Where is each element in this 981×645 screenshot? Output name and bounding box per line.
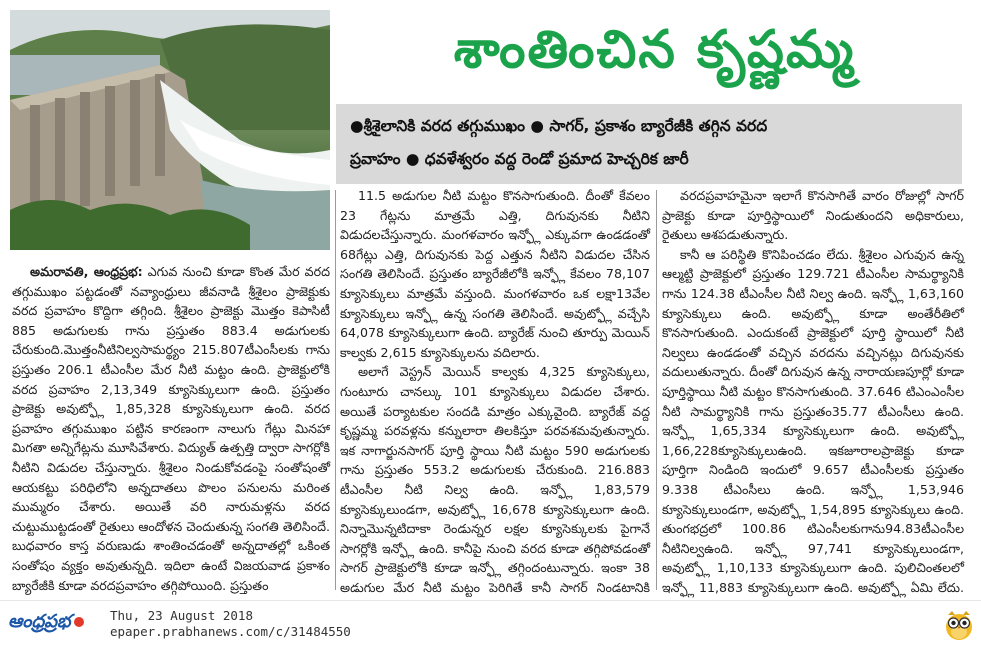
column-divider: [335, 190, 336, 590]
article-paragraph: 11.5 అడుగుల నీటి మట్టం కొనసాగుతుంది. దీంతో కేవలం 23 గేట్లను మాత్రమే ఎత్తి, దిగువునకు నీటిని విడుదలచేస్తున్నారు. మంగళవారం ఇన్ఫ్లో ఎక్కువగా ఉండడంతో 68గేట్లు ఎత్తి, దిగువునకు పెద్ద ఎత్తున నీటిని విడుదల చేసిన సంగతి తెలిసిందే. ప్రస్తుతం బ్యారేజీలోకి ఇన్ఫ్లో కేవలం 78,107 క్యూసెక్కులు మాత్రమే వస్తుంది. మంగళవారం ఒక లక్షా13వేల క్యూసెక్కులు ఇన్ఫ్లో ఉన్న సంగతి తెలిసిందే. అవుట్ఫ్లో వచ్చేసి 64,078 క్యూసెక్కులుగా ఉంది. బ్యారేజ్ నుంచి తూర్పు మెయిన్ కాల్వకు 2,615 క్యూసెక్కులను వదిలారు.: [340, 188, 650, 360]
article-paragraph: కానీ ఆ పరిస్థితి కొనిపించడం లేదు. శ్రీశైలం ఎగువున ఉన్న ఆల్మట్టి ప్రాజెక్టులో ప్రస్తుతం 129.721 టీఎంసీల సామర్థ్యానికి గాను 124.38 టీఎంసీల నీటి నిల్వ ఉంది. ఇన్ఫ్లో 1,63,160 క్యూసెక్కులు ఉంది. అవుట్ఫ్లో కూడా అంతేరీతిలో కొనసాగుతుంది. ఎందుకంటే ప్రాజెక్టులో పూర్తి స్థాయిలో నీటి నిల్వలు ఉండడంతో వచ్చిన వరదను వచ్చినట్లు దిగువునకు వదులుతున్నారు. దీంతో దిగువున ఉన్న నారాయణపూర్లో కూడా పూర్తిస్థాయి నీటి మట్టం కొనసాగుతుంది. 37.646 టిఎంఎంసీల నీటి సామర్థ్యానికి గాను ప్రస్తుతం35.77 టీఎంసీలు ఉంది. ఇన్ఫ్లో 1,65,334 క్యూసెక్కులుగా ఉంది. అవుట్ఫ్లో 1,66,228క్యూసెక్కులుఉంది. ఇకజూరాలప్రాజెక్టు కూడా పూర్తిగా నిండింది ఇందులో 9.657 టీఎంసీలకు ప్రస్తుతం 9.338 టీఎంసీలు ఉంది. ఇన్ఫ్లో 1,53,946 క్యూసెక్కులుండగా, అవుట్ఫ్లో 1,54,895 క్యూసెక్కులు ఉంది. తుంగభద్రలో 100.86 టిఎంసీలకుగాను94.83టీఎంసీల నీటినిల్వఉంది. ఇన్ఫ్లో 97,741 క్యూసెక్కులుండగా, అవుట్ఫ్లో 1,10,133 క్యూసెక్కులుగా ఉంది. పులిచింతలలో ఇన్ఫ్లో 11,883 క్యూసెక్కులుగా ఉంది. అవుట్ఫ్లో ఏమి లేదు.: [662, 246, 964, 595]
logo-text: ఆంధ్రప్రభ: [8, 611, 71, 632]
owl-icon[interactable]: [944, 609, 974, 641]
dam-illustration: [10, 10, 330, 250]
byline: అమరావతి, ఆంధ్రప్రభ:: [30, 264, 143, 279]
footer-info: [110, 608, 351, 640]
article-paragraph: వరదప్రవాహమైనా ఇలాగే కొనసాగితే వారం రోజుల్లో సాగర్ ప్రాజెక్టు కూడా పూర్తిస్థాయిలో నిండుతుందని అధికారులు, రైతులు ఆశపడుతున్నారు.: [662, 188, 964, 243]
article-column-2: [340, 186, 650, 617]
epaper-footer: [0, 600, 981, 645]
logo-dot-icon: [74, 617, 84, 627]
article-column-1: [12, 262, 330, 595]
article-paragraph: అలాగే వెస్ట్రన్ మెయిన్ కాల్వకు 4,325 క్యూసెక్కులు, గుంటూరు చానల్కు 101 క్యూసెక్కులు విడుదల చేశారు. అయితే పర్యాటకుల సందడి మాత్రం ఎక్కువైంది. బ్యారేజ్ వద్ద కృష్ణమ్మ పరవళ్లను కన్నులారా తిలకిస్తూ పరవశమవుతున్నారు. ఇక నాగార్జునసాగర్ పూర్తి స్థాయి నీటి మట్టం 590 అడుగులకు గాను ప్రస్తుతం 553.2 అడుగులకు చేరుకుంది. 216.883 టీఎంసీల నీటి నిల్వ ఉంది. ఇన్ఫ్లో 1,83,579 క్యూసెక్కులుండగా, అవుట్ఫ్లో 16,678 క్యూసెక్కులుగా ఉంది. నిన్నామొన్నటిదాకా రెండున్నర లక్షల క్యూసెక్కులకు పైగానే సాగర్లోకి ఇన్ఫ్లో ఉంది. కానీపై నుంచి వరద కూడా తగ్గిపోవడంతో సాగర్ ప్రాజెక్టులోకి కూడా ఇన్ఫ్లో తగ్గిందంటున్నారు. ఇంకా 38 అడుగుల మేర నీటి మట్టం పెరిగితే కానీ సాగర్ నిండటానికి: [340, 364, 650, 595]
column-divider: [656, 190, 657, 590]
epaper-url[interactable]: epaper.prabhanews.com/c/31484550: [110, 624, 351, 639]
article-column-3: [662, 186, 964, 637]
subheadline-box: [336, 104, 962, 184]
article-paragraph: ఎగువ నుంచి కూడా కొంత మేర వరద తగ్గుముఖం పట్టడంతో నవ్యాంధ్రులు జీవనాడి శ్రీశైలం ప్రాజెక్టుకు వరద ప్రవాహం కొద్దిగా తగ్గింది. శ్రీశైలం ప్రాజెక్టు మొత్తం కెపాసిటీ 885 అడుగులకు గాను ప్రస్తుతం 883.4 అడుగులకు చేరుకుంది.మొత్తంనీటినిల్వసామర్థ్యం 215.807టీఎంసీలకు గాను ప్రస్తుతం 206.1 టీఎంసీల మేర నీటి మట్టం ఉంది. ప్రాజెక్టులోకి వరద ప్రవాహం 2,13,349 క్యూసెక్కులుగా ఉంది. ప్రస్తుతం ప్రాజెక్టు అవుట్ఫ్లో 1,85,328 క్యూసెక్కులుగా ఉంది. వరద ప్రవాహం తగ్గుముఖం పట్టిన కారణంగా నాలుగు గేట్లు మినహా మిగతా అన్నిగేట్లను మూసివేశారు. విద్యుత్ ఉత్పత్తి ద్వారా సాగర్లోకి నీటిని విడుదల చేస్తున్నారు. శ్రీశైలం నిండుకోవడంపై సంతోషంతో ఆయకట్టు పరిధిలోని అన్నదాతలు పొలం పనులను మరింత ముమ్మరం చేశారు. అయితే వరి నారుమళ్లను వరద చుట్టుముట్టడంతో రైతులు ఆందోళన చెందుతున్న సంగతి తెలిసిందే. బుధవారం కాస్త వరుణుడు శాంతించడంతో అన్నదాతల్లో ఒకింత సంతోషం వ్యక్తం అవుతున్నది. ఇదిలా ఉంటే విజయవాడ ప్రకాశం బ్యారేజీకి కూడా వరదప్రవాహం తగ్గిపోయింది. ప్రస్తుతం: [12, 264, 330, 593]
headline: శాంతించిన కృష్ణమ్మ: [453, 19, 856, 80]
subheadline-line-2: ప్రవాహం ● ధవళేశ్వరం వద్ద రెండో ప్రమాద హెచ్చరిక జారీ: [350, 150, 689, 168]
publication-logo[interactable]: [8, 611, 100, 637]
dam-photo: [10, 10, 330, 250]
subheadline-line-1: ●శ్రీశైలానికి వరద తగ్గుముఖం ● సాగర్, ప్రకాశం బ్యారేజీకి తగ్గిన వరద: [350, 117, 768, 135]
edition-date: Thu, 23 August 2018: [110, 608, 253, 623]
